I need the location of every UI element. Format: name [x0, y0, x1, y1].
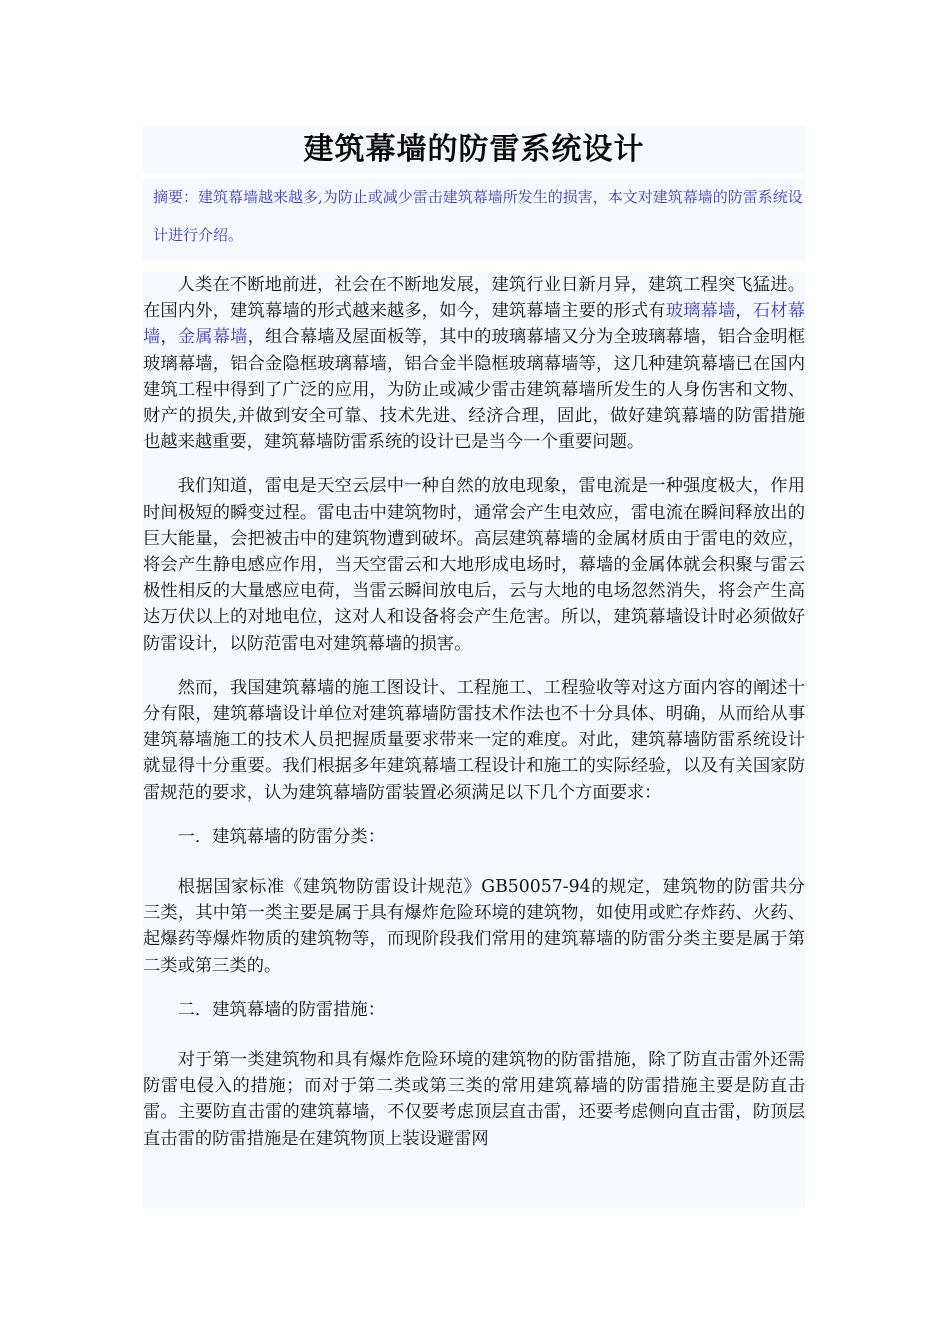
document-body — [143, 272, 805, 1208]
stone-curtain-wall-link[interactable]: 石材幕墙 — [143, 301, 805, 348]
document-title: 建筑幕墙的防雷系统设计 — [143, 126, 805, 174]
glass-curtain-wall-link[interactable]: 玻璃幕墙 — [665, 301, 736, 322]
section-heading-measures: 二．建筑幕墙的防雷措施： — [177, 999, 385, 1020]
paragraph-measures: 对于第一类建筑物和具有爆炸危险环境的建筑物的防雷措施，除了防直击雷外还需防雷电侵入的措施；而对于第二类或第三类的常用建筑幕墙的防雷措施主要是防直击雷。主要防直击雷的建筑幕墙，不仅要考虑顶层直击雷，还要考虑侧向直击雷，防顶层直击雷的防雷措施是在建筑物顶上装设避雷网 — [143, 1050, 805, 1149]
paragraph-intro — [143, 272, 805, 455]
paragraph-requirements: 然而，我国建筑幕墙的施工图设计、工程施工、工程验收等对这方面内容的阐述十分有限，建筑幕墙设计单位对建筑幕墙防雷技术作法也不十分具体、明确，从而给从事建筑幕墙施工的技术人员把握质量要求带来一定的难度。对此，建筑幕墙防雷系统设计就显得十分重要。我们根据多年建筑幕墙工程设计和施工的实际经验，以及有关国家防雷规范的要求，认为建筑幕墙防雷装置必须满足以下几个方面要求： — [143, 677, 805, 803]
paragraph-lightning: 我们知道，雷电是天空云层中一种自然的放电现象，雷电流是一种强度极大，作用时间极短的瞬变过程。雷电击中建筑物时，通常会产生电效应，雷电流在瞬间释放出的巨大能量，会把被击中的建筑物遭到破坏。高层建筑幕墙的金属材质由于雷电的效应，将会产生静电感应作用，当天空雷云和大地形成电场时，幕墙的金属体就会积聚与雷云极性相反的大量感应电荷，当雷云瞬间放电后，云与大地的电场忽然消失，将会产生高达万伏以上的对地电位，这对人和设备将会产生危害。所以，建筑幕墙设计时必须做好防雷设计，以防范雷电对建筑幕墙的损害。 — [143, 476, 805, 654]
paragraph-intro-text-a: 人类在不断地前进，社会在不断地发展，建筑行业日新月异，建筑工程突飞猛进。在国内外，建筑幕墙的形式越来越多，如今，建筑幕墙主要的形式有 — [143, 275, 805, 322]
metal-curtain-wall-link[interactable]: 金属幕墙 — [177, 327, 248, 348]
paragraph-intro-text-b: ，组合幕墙及屋面板等，其中的玻璃幕墙又分为全玻璃幕墙，铝合金明框玻璃幕墙，铝合金隐框玻璃幕墙，铝合金半隐框玻璃幕墙等，这几种建筑幕墙已在国内建筑工程中得到了广泛的应用，为防止或减少雷击建筑幕墙所发生的人身伤害和文物、财产的损失,并做到安全可靠、技术先进、经济合理，固此，做好建筑幕墙的防雷措施也越来越重要，建筑幕墙防雷系统的设计已是当今一个重要问题。 — [143, 327, 805, 453]
paragraph-classification: 根据国家标准《建筑物防雷设计规范》GB50057-94的规定，建筑物的防雷共分三类，其中第一类主要是属于具有爆炸危险环境的建筑物，如使用或贮存炸药、火药、起爆药等爆炸物质的建筑物等，而现阶段我们常用的建筑幕墙的防雷分类主要是属于第二类或第三类的。 — [143, 877, 805, 976]
section-heading-classification: 一．建筑幕墙的防雷分类： — [177, 826, 385, 847]
separator: ， — [160, 327, 178, 348]
separator: ， — [735, 301, 753, 322]
abstract-text: 摘要：建筑幕墙越来越多,为防止或减少雷击建筑幕墙所发生的损害，本文对建筑幕墙的防雷系统设计进行介绍。 — [143, 178, 805, 260]
